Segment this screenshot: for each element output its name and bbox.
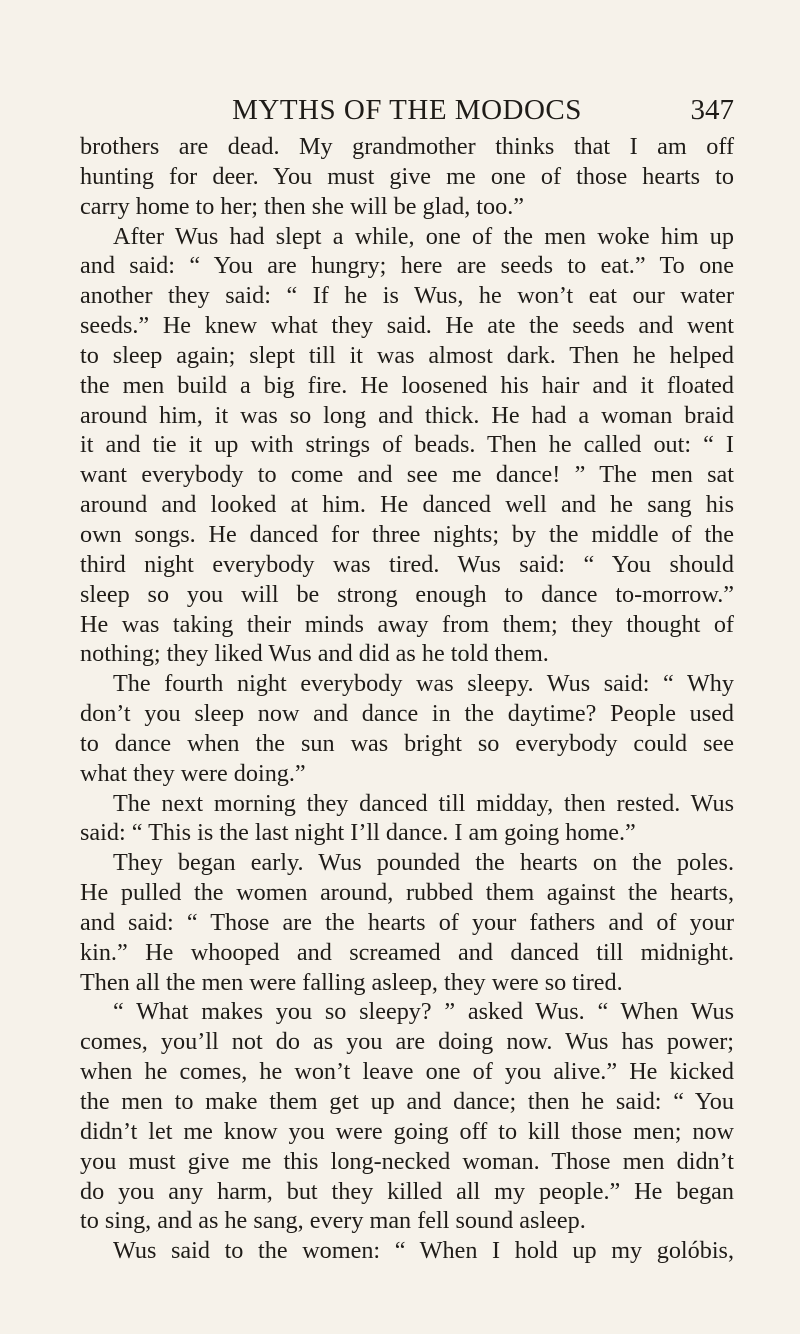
text-line: The fourth night everybody was sleepy. Wus said: “ Why — [113, 670, 734, 698]
text-line: After Wus had slept a while, one of the men woke him up — [113, 222, 734, 250]
running-head — [80, 90, 734, 130]
text-line: Wus said to the women: “ When I hold up my golóbis, — [113, 1237, 734, 1265]
text-line: The next morning they danced till midday, then rested. Wus — [113, 789, 734, 817]
text-line: to sleep again; slept till it was almost dark. Then he helped — [80, 341, 734, 369]
text-line: do you any harm, but they killed all my people.” He began — [80, 1177, 734, 1205]
text-line: They began early. Wus pounded the hearts on the poles. — [113, 849, 734, 877]
page-number: 347 — [690, 94, 734, 126]
body-text — [80, 132, 734, 1266]
text-line: third night everybody was tired. Wus said: “ You should — [80, 550, 734, 578]
text-line: what they were doing.” — [80, 759, 306, 787]
running-title: MYTHS OF THE MODOCS — [232, 94, 582, 126]
text-line: said: “ This is the last night I’ll dance. I am going home.” — [80, 819, 636, 847]
text-line: He pulled the women around, rubbed them against the hearts, — [80, 879, 734, 907]
text-line: the men build a big fire. He loosened his hair and it floated — [80, 371, 734, 399]
text-line: comes, you’ll not do as you are doing now. Wus has power; — [80, 1028, 734, 1056]
text-line: around him, it was so long and thick. He had a woman braid — [80, 401, 734, 429]
text-line: sleep so you will be strong enough to dance to-morrow.” — [80, 580, 734, 608]
text-line: Then all the men were falling asleep, they were so tired. — [80, 968, 623, 996]
text-line: didn’t let me know you were going off to kill those men; now — [80, 1117, 734, 1145]
text-line: kin.” He whooped and screamed and danced till midnight. — [80, 938, 734, 966]
text-line: to dance when the sun was bright so everybody could see — [80, 729, 734, 757]
text-line: it and tie it up with strings of beads. Then he called out: “ I — [80, 431, 734, 459]
text-line: the men to make them get up and dance; then he said: “ You — [80, 1088, 734, 1115]
text-line: and said: “ Those are the hearts of your fathers and of your — [80, 908, 734, 936]
text-line: you must give me this long-necked woman. Those men didn’t — [80, 1147, 734, 1175]
text-line: want everybody to come and see me dance! ” The men sat — [80, 461, 734, 489]
text-line: to sing, and as he sang, every man fell sound asleep. — [80, 1207, 586, 1235]
text-line: another they said: “ If he is Wus, he won’t eat our water — [80, 282, 734, 310]
text-line: and said: “ You are hungry; here are seeds to eat.” To one — [80, 252, 734, 280]
text-line: around and looked at him. He danced well and he sang his — [80, 491, 734, 519]
text-line: seeds.” He knew what they said. He ate the seeds and went — [80, 312, 734, 340]
text-line: carry home to her; then she will be glad, too.” — [80, 192, 524, 220]
text-line: own songs. He danced for three nights; by the middle of the — [80, 520, 734, 548]
text-line: “ What makes you so sleepy? ” asked Wus. “ When Wus — [113, 998, 734, 1026]
text-line: don’t you sleep now and dance in the daytime? People used — [80, 700, 734, 728]
text-line: nothing; they liked Wus and did as he told them. — [80, 640, 549, 668]
text-line: hunting for deer. You must give me one of those hearts to — [80, 162, 734, 190]
text-line: He was taking their minds away from them; they thought of — [80, 610, 734, 638]
text-line: brothers are dead. My grandmother thinks that I am off — [80, 133, 734, 160]
text-line: when he comes, he won’t leave one of you alive.” He kicked — [80, 1058, 734, 1086]
